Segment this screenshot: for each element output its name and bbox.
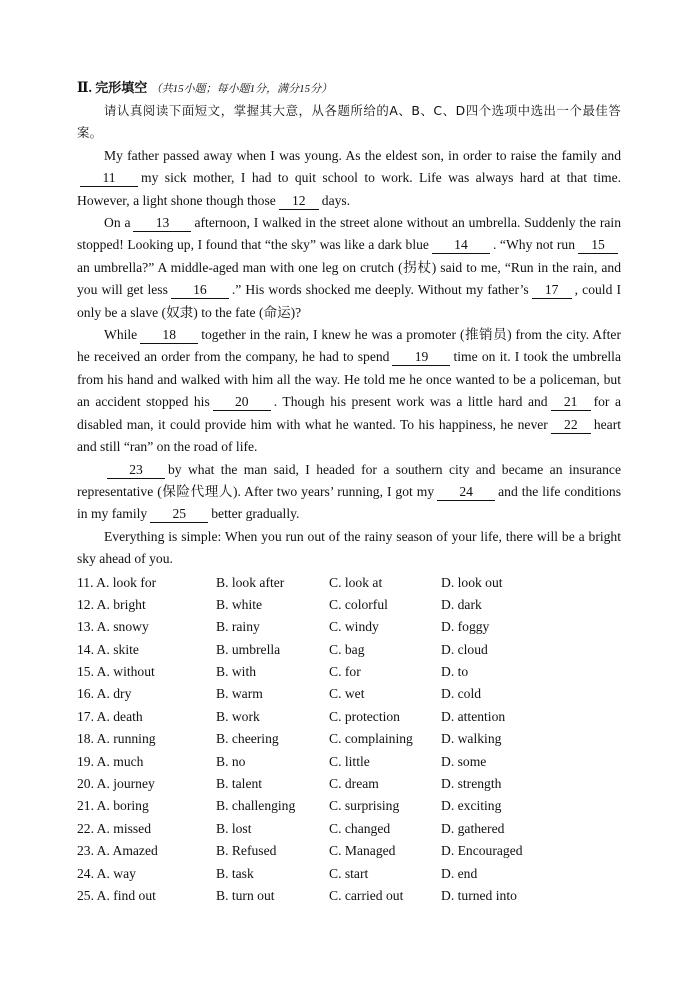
option-c: C. carried out [329, 888, 404, 903]
passage-text: heart and still “ran” on the road of life. [77, 416, 621, 455]
blank-16: 16 [171, 282, 229, 299]
option-d: D. look out [441, 574, 503, 590]
section-note: （共15小题；每小题1分，满分15分） [150, 83, 333, 95]
section-title: 完形填空 [95, 81, 148, 96]
passage-paragraph-4 [77, 459, 621, 526]
option-c: C. windy [329, 619, 379, 635]
option-b: B. rainy [216, 619, 260, 635]
option-b: B. challenging [216, 798, 296, 814]
option-b: B. no [216, 753, 246, 769]
passage-paragraph-5: Everything is simple: When you run out of the rainy season of your life, there will be a bright sky ahead of you. [77, 528, 621, 567]
passage-text: time on it. I took the umbrella from his hand and walked with him all the way. He told me he once wanted to be a policeman, but an accident stopped his [77, 349, 621, 410]
option-d: D. turned into [441, 888, 517, 903]
option-b: B. lost [216, 820, 252, 836]
option-row [77, 728, 621, 750]
option-row [77, 683, 621, 705]
option-row [77, 863, 621, 885]
option-c: C. little [329, 753, 370, 769]
option-a: 17. A. death [77, 708, 143, 724]
option-row [77, 751, 621, 773]
option-a: 11. A. look for [77, 574, 157, 590]
blank-18: 18 [140, 327, 198, 344]
option-d: D. foggy [441, 619, 490, 635]
passage-text: days. [321, 192, 351, 208]
passage-text: On a [104, 215, 131, 231]
blank-15: 15 [578, 237, 618, 254]
passage-text: my sick mother, I had to quit school to work. Life was always hard at that time. However, a light shone though those [77, 170, 621, 208]
option-row [77, 885, 621, 907]
option-a: 12. A. bright [77, 596, 146, 612]
option-d: D. end [441, 865, 478, 881]
option-b: B. talent [216, 776, 263, 792]
passage-text: While [104, 327, 138, 343]
option-row [77, 818, 621, 840]
document-page [77, 77, 621, 907]
option-c: C. changed [329, 820, 391, 836]
option-c: C. start [329, 865, 369, 881]
option-d: D. dark [441, 596, 482, 612]
option-d: D. attention [441, 708, 506, 724]
option-c: C. complaining [329, 731, 413, 747]
passage-text: an umbrella?” A middle-aged man with one leg on crutch (拐杖) said to me, “Run in the rain, and you will get less [77, 259, 621, 298]
passage-text: My father passed away when I was young. As the eldest son, in order to raise the family and [104, 147, 621, 163]
option-row [77, 840, 621, 862]
option-row [77, 795, 621, 817]
option-b: B. warm [216, 686, 263, 702]
option-c: C. look at [329, 574, 383, 590]
passage-text: together in the rain, I knew he was a promoter (推销员) from the city. After he received an order from the company, he had to spend [77, 327, 621, 365]
passage-paragraph-2 [77, 212, 621, 324]
option-a: 25. A. find out [77, 888, 156, 903]
option-c: C. bag [329, 641, 365, 657]
option-row [77, 706, 621, 728]
option-b: B. look after [216, 574, 285, 590]
option-a: 24. A. way [77, 865, 136, 881]
passage-text: afternoon, I walked in the street alone without an umbrella. Suddenly the rain stopped! Looking up, I found that “the sky” was like a dark blue [77, 215, 622, 253]
option-row [77, 594, 621, 616]
option-a: 20. A. journey [77, 776, 155, 792]
passage-text: for a disabled man, it could provide him with what he wanted. To his happiness, he never [77, 394, 621, 432]
option-d: D. cloud [441, 641, 488, 657]
section-number: Ⅱ. [77, 80, 92, 95]
option-a: 19. A. much [77, 753, 144, 769]
option-c: C. dream [329, 776, 379, 792]
passage-text: .” His words shocked me deeply. Without my father’s [231, 282, 529, 298]
option-a: 21. A. boring [77, 798, 149, 814]
blank-14: 14 [432, 237, 490, 254]
option-c: C. surprising [329, 798, 400, 814]
option-c: C. colorful [329, 596, 388, 612]
option-b: B. Refused [216, 843, 277, 859]
blank-22: 22 [551, 417, 591, 434]
option-a: 23. A. Amazed [77, 843, 158, 859]
passage-text: and the life conditions in my family [77, 483, 621, 522]
option-a: 14. A. skite [77, 641, 139, 657]
blank-21: 21 [551, 394, 591, 411]
option-d: D. Encouraged [441, 843, 523, 859]
blank-11: 11 [80, 170, 138, 187]
option-d: D. some [441, 753, 487, 769]
option-b: B. cheering [216, 731, 279, 747]
option-d: D. strength [441, 776, 502, 792]
option-a: 16. A. dry [77, 686, 132, 702]
blank-23: 23 [107, 462, 165, 479]
passage-text: by what the man said, I headed for a southern city and became an insurance representative (保险代理人). After two years’ running, I got my [77, 461, 621, 499]
option-d: D. gathered [441, 820, 505, 836]
option-d: D. to [441, 664, 469, 680]
blank-24: 24 [437, 484, 495, 501]
blank-12: 12 [279, 193, 319, 210]
blank-25: 25 [150, 506, 208, 523]
blank-13: 13 [133, 215, 191, 232]
options-list [77, 572, 621, 908]
option-c: C. Managed [329, 843, 396, 859]
option-row [77, 572, 621, 594]
passage-paragraph-3 [77, 324, 621, 458]
option-d: D. cold [441, 686, 482, 702]
option-d: D. walking [441, 731, 502, 747]
passage-text: . “Why not run [492, 237, 575, 253]
option-a: 15. A. without [77, 664, 155, 680]
option-c: C. wet [329, 686, 365, 702]
option-a: 13. A. snowy [77, 619, 149, 635]
passage-text: better gradually. [211, 506, 300, 522]
passage-text: . Though his present work was a little hard and [273, 394, 548, 410]
blank-17: 17 [532, 282, 572, 299]
option-b: B. work [216, 708, 260, 724]
option-b: B. turn out [216, 888, 275, 903]
blank-20: 20 [213, 394, 271, 411]
option-row [77, 661, 621, 683]
option-d: D. exciting [441, 798, 502, 814]
passage-text: , could I only be a slave (奴隶) to the fate (命运)? [77, 282, 622, 320]
blank-19: 19 [392, 349, 450, 366]
instruction-text: 请认真阅读下面短文，掌握其大意，从各题所给的A、B、C、D四个选项中选出一个最佳答案。 [77, 103, 621, 141]
option-row [77, 639, 621, 661]
option-b: B. with [216, 664, 257, 680]
option-a: 22. A. missed [77, 820, 152, 836]
passage-paragraph-1 [77, 145, 621, 212]
section-heading [77, 77, 621, 100]
option-c: C. protection [329, 708, 400, 724]
option-b: B. umbrella [216, 641, 281, 657]
option-row [77, 616, 621, 638]
option-c: C. for [329, 664, 361, 680]
option-b: B. white [216, 596, 263, 612]
option-a: 18. A. running [77, 731, 156, 747]
option-b: B. task [216, 865, 254, 881]
option-row [77, 773, 621, 795]
